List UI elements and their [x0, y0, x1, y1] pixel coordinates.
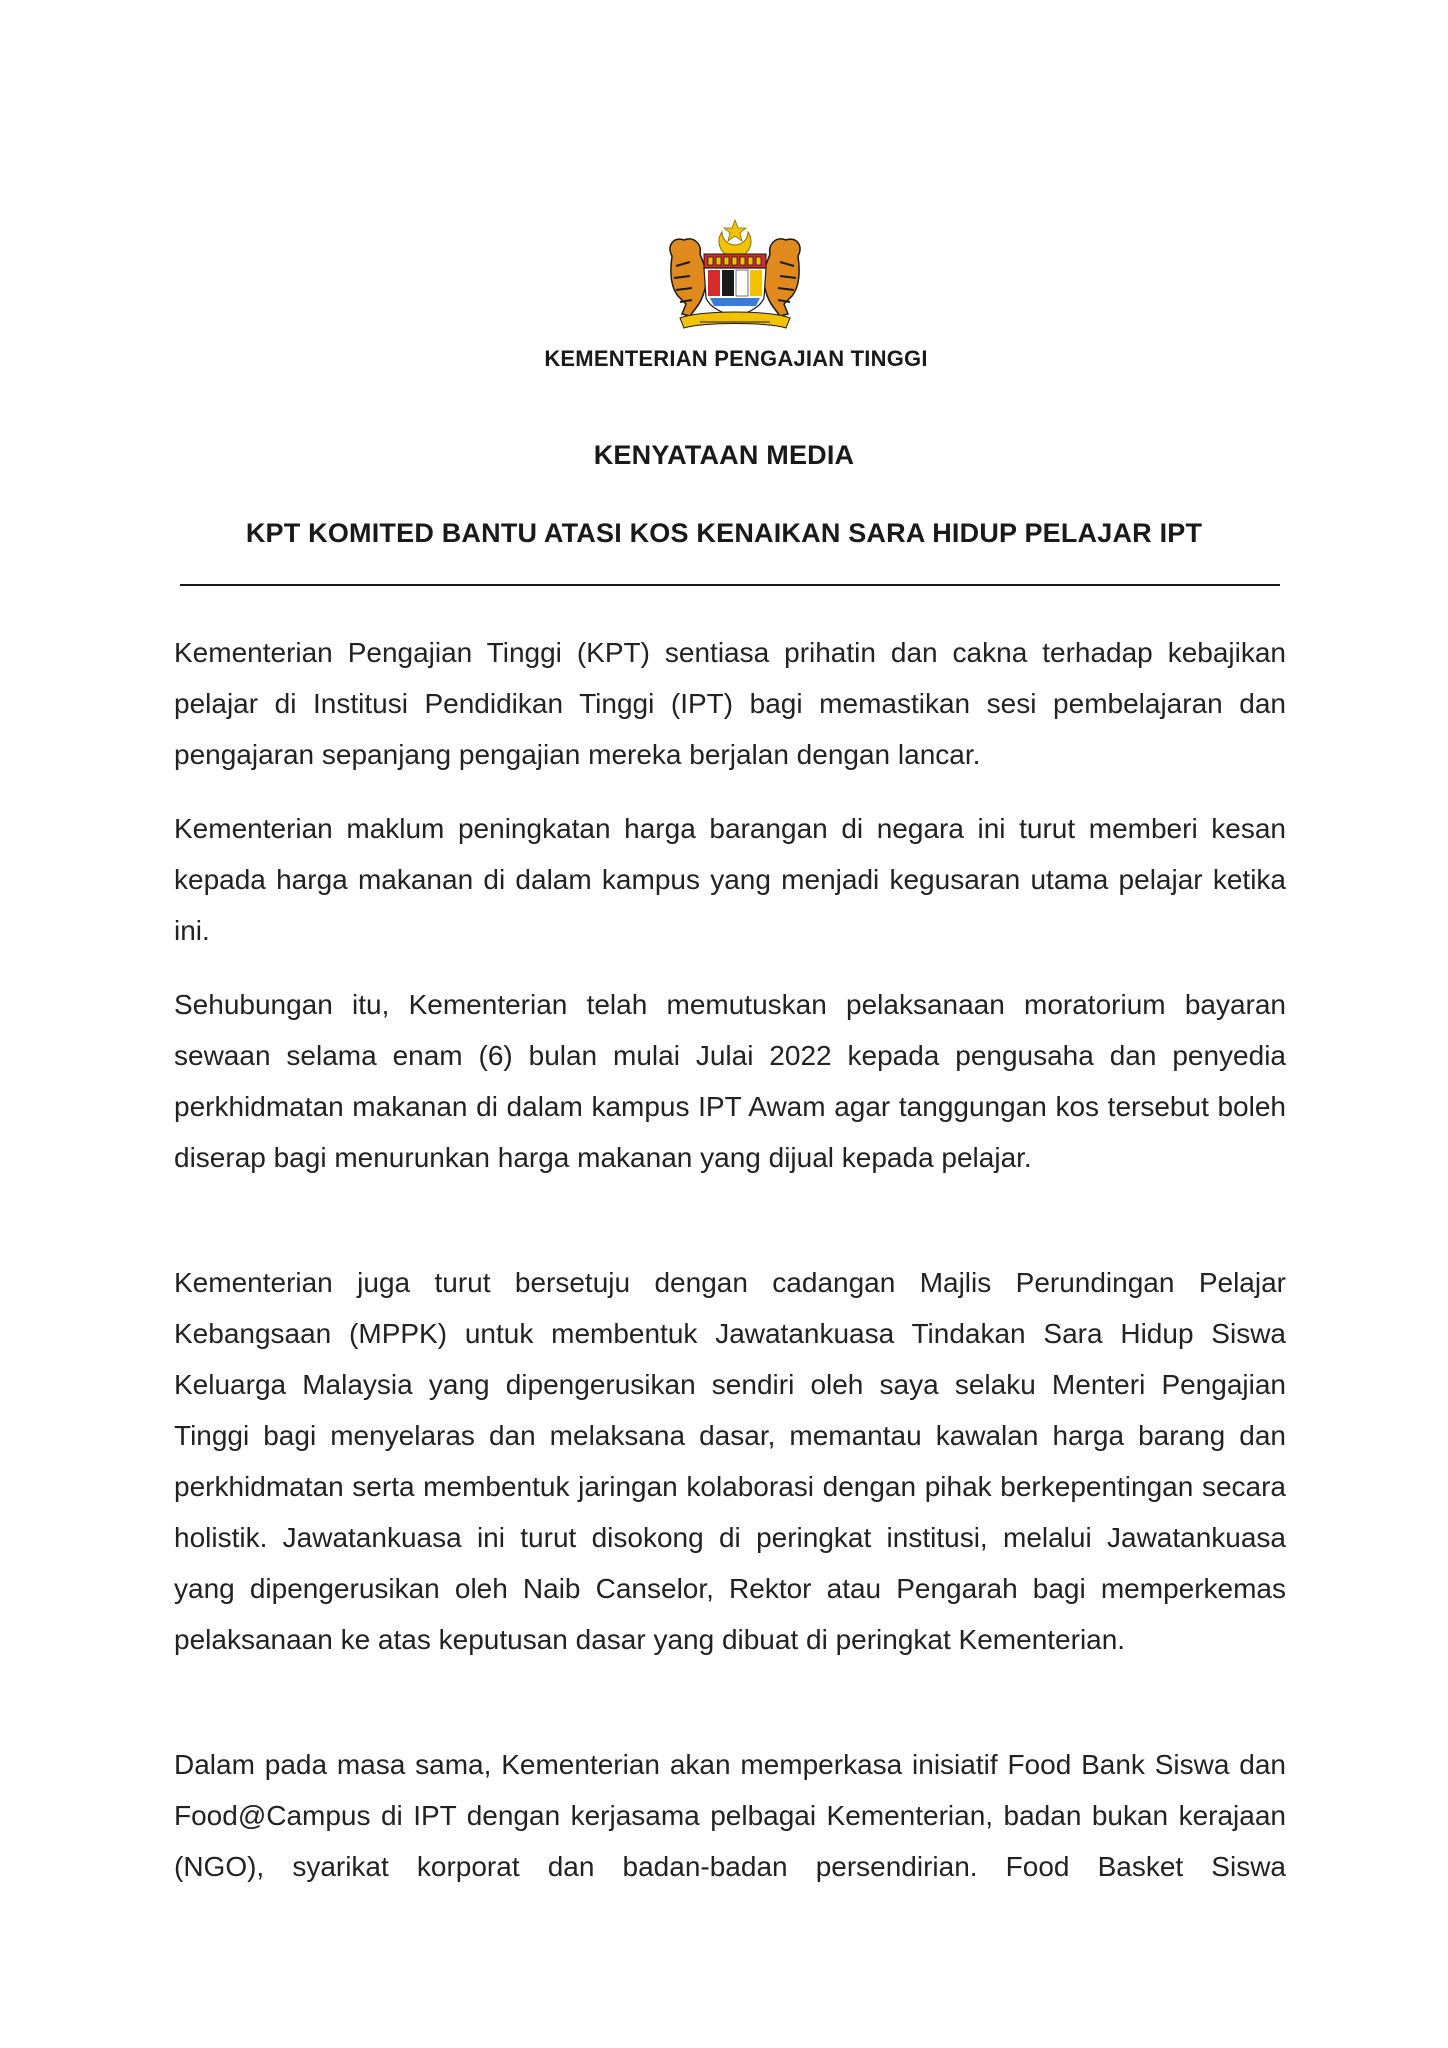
paragraph-1: Kementerian Pengajian Tinggi (KPT) sentiasa prihatin dan cakna terhadap kebajikan pelajar di Institusi Pendidikan Tinggi (IPT) bagi memastikan sesi pembelajaran dan pengajaran sepanjang pengajian mereka berjalan dengan lancar.: [174, 637, 1286, 770]
paragraph-3: Sehubungan itu, Kementerian telah memutuskan pelaksanaan moratorium bayaran sewaan selama enam (6) bulan mulai Julai 2022 kepada pengusaha dan penyedia perkhidmatan makanan di dalam kampus IPT Awam agar tanggungan kos tersebut boleh diserap bagi menurunkan harga makanan yang dijual kepada pelajar.: [174, 989, 1286, 1173]
malaysia-coat-of-arms-icon: [660, 218, 810, 336]
paragraph-5: Dalam pada masa sama, Kementerian akan memperkasa inisiatif Food Bank Siswa dan Food@Campus di IPT dengan kerjasama pelbagai Kementerian, badan bukan kerajaan (NGO), syarikat korporat dan badan-badan persendirian. Food Basket Siswa: [174, 1749, 1286, 1882]
document-type-heading: KENYATAAN MEDIA: [593, 440, 855, 470]
document-body: [174, 627, 1286, 1892]
paragraph-4: Kementerian juga turut bersetuju dengan cadangan Majlis Perundingan Pelajar Kebangsaan (MPPK) untuk membentuk Jawatankuasa Tindakan Sara Hidup Siswa Keluarga Malaysia yang dipengerusikan sendiri oleh saya selaku Menteri Pengajian Tinggi bagi menyelaras dan melaksana dasar, memantau kawalan harga barang dan perkhidmatan serta membentuk jaringan kolaborasi dengan pihak berkepentingan secara holistik. Jawatankuasa ini turut disokong di peringkat institusi, melalui Jawatankuasa yang dipengerusikan oleh Naib Canselor, Rektor atau Pengarah bagi memperkemas pelaksanaan ke atas keputusan dasar yang dibuat di peringkat Kementerian.: [174, 1267, 1286, 1655]
title-underline-divider: [180, 584, 1280, 586]
paragraph-2: Kementerian maklum peningkatan harga barangan di negara ini turut memberi kesan kepada harga makanan di dalam kampus yang menjadi kegusaran utama pelajar ketika ini.: [174, 813, 1286, 946]
ministry-name: KEMENTERIAN PENGAJIAN TINGGI: [544, 346, 928, 371]
document-title: KPT KOMITED BANTU ATASI KOS KENAIKAN SARA HIDUP PELAJAR IPT: [245, 518, 1203, 548]
